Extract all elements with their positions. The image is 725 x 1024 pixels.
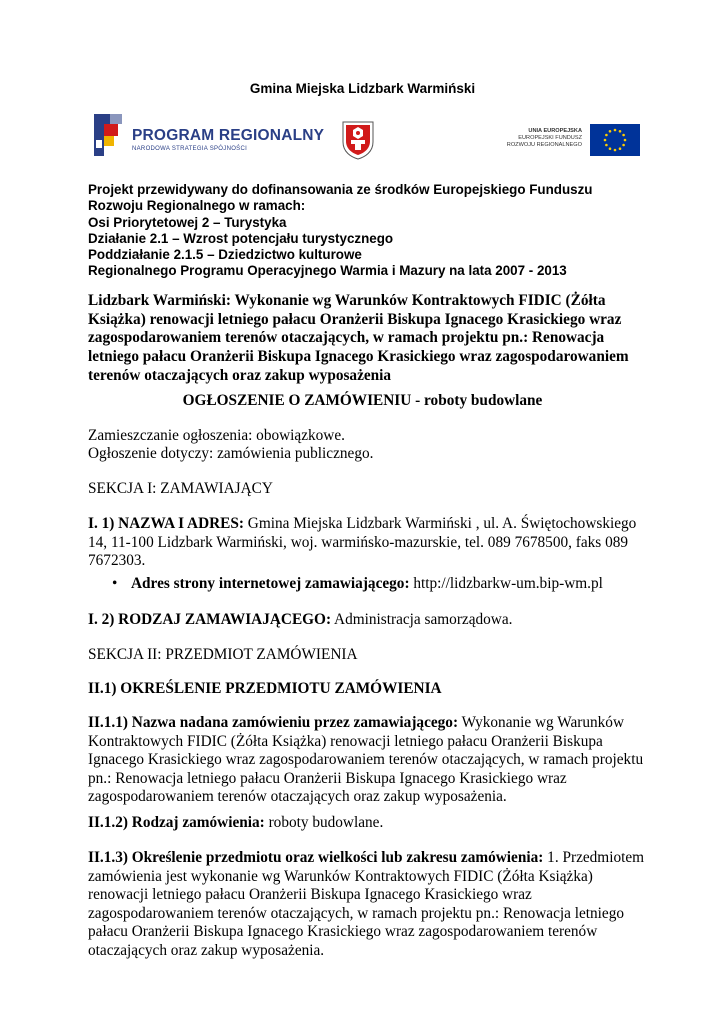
name-address-value: Gmina Miejska Lidzbark Warmiński , ul. A. Świętochowskiego 14, 11-100 Lidzbark Warmiński, woj. warmińsko-mazurskie, tel. 089 7678500, faks 089 7672303.: [88, 515, 637, 569]
project-line: Poddziałanie 2.1.5 – Dziedzictwo kulturowe: [88, 247, 362, 263]
section1-heading: SEKCJA I: ZAMAWIAJĄCY: [88, 480, 273, 497]
website-paragraph: [131, 575, 603, 593]
notice-line-2: Ogłoszenie dotyczy: zamówienia publicznego.: [88, 445, 374, 462]
eu-line-3: ROZWOJU REGIONALNEGO: [506, 142, 582, 148]
order-scope-value: 1. Przedmiotem zamówienia jest wykonanie wg Warunków Kontraktowych FIDIC (Żółta Książka) renowacji letniego pałacu Oranżerii Biskupa Ignacego Krasickiego wraz zagospodarowaniem terenów otaczających, w ramach projektu pn.: Renowacja letniego pałacu Oranżerii Biskupa Ignacego Krasickiego wraz zagospodarowaniem terenów otaczających oraz zakup wyposażenia.: [88, 849, 645, 959]
contracting-type-paragraph: [88, 611, 648, 630]
order-type-value: roboty budowlane.: [264, 814, 384, 831]
order-name-value: Wykonanie wg Warunków Kontraktowych FIDIC (Żółta Książka) renowacji letniego pałacu Oranżerii Biskupa Ignacego Krasickiego wraz zagospodarowaniem terenów otaczających, w ramach projektu pn.: Renowacja letniego pałacu Oranżerii Biskupa Ignacego Krasickiego wraz zagospodarowaniem terenów otaczających oraz zakup wyposażenia.: [88, 714, 644, 805]
bullet-icon: •: [112, 575, 118, 592]
project-line: Osi Priorytetowej 2 – Turystyka: [88, 214, 287, 230]
program-regionalny-mark-icon: [88, 110, 126, 160]
section2-heading: SEKCJA II: PRZEDMIOT ZAMÓWIENIA: [88, 646, 358, 663]
eu-line-2: EUROPEJSKI FUNDUSZ: [518, 135, 582, 141]
section2-subheading-text: II.1) OKREŚLENIE PRZEDMIOTU ZAMÓWIENIA: [88, 680, 442, 697]
name-address-label: I. 1) NAZWA I ADRES:: [88, 515, 244, 532]
project-info-block: [88, 182, 658, 280]
eu-line-1: UNIA EUROPEJSKA: [528, 128, 582, 134]
eu-logo-text: [507, 128, 582, 149]
eu-flag-icon: [590, 124, 640, 156]
program-regionalny-subtitle: NARODOWA STRATEGIA SPÓJNOŚCI: [132, 146, 248, 152]
project-line: Regionalnego Programu Operacyjnego Warmia i Mazury na lata 2007 - 2013: [88, 263, 567, 279]
coat-of-arms-icon: [341, 120, 375, 160]
municipality-header: Gmina Miejska Lidzbark Warmiński: [249, 81, 476, 96]
announcement-title: OGŁOSZENIE O ZAMÓWIENIU - roboty budowlane: [182, 392, 543, 409]
program-regionalny-title: PROGRAM REGIONALNY: [132, 127, 325, 144]
order-scope-label: II.1.3) Określenie przedmiotu oraz wielkości lub zakresu zamówienia:: [88, 849, 544, 866]
order-name-label: II.1.1) Nazwa nadana zamówieniu przez zamawiającego:: [88, 714, 459, 731]
website-label: Adres strony internetowej zamawiającego:: [131, 575, 410, 592]
notice-line-1: Zamieszczanie ogłoszenia: obowiązkowe.: [88, 427, 345, 444]
project-line: Działanie 2.1 – Wzrost potencjału turystycznego: [88, 230, 394, 246]
contracting-type-label: I. 2) RODZAJ ZAMAWIAJĄCEGO:: [88, 611, 332, 628]
main-title: Lidzbark Warmiński: Wykonanie wg Warunków Kontraktowych FIDIC (Żółta Książka) renowacji letniego pałacu Oranżerii Biskupa Ignacego Krasickiego wraz zagospodarowaniem terenów otaczających, w ramach projektu pn.: Renowacja letniego pałacu Oranżerii Biskupa Ignacego Krasickiego wraz zagospodarowaniem terenów otaczających oraz zakup wyposażenia: [88, 292, 629, 384]
program-regionalny-logo: [88, 110, 325, 160]
order-name-paragraph: [88, 714, 648, 807]
section2-subheading: [88, 680, 648, 699]
eu-logo: [506, 124, 640, 156]
project-line: Rozwoju Regionalnego w ramach:: [88, 198, 306, 214]
contracting-type-value: Administracja samorządowa.: [331, 611, 513, 628]
order-type-label: II.1.2) Rodzaj zamówienia:: [88, 814, 265, 831]
name-address-paragraph: [88, 515, 648, 571]
project-line: Projekt przewidywany do dofinansowania ze środków Europejskiego Funduszu: [88, 182, 593, 197]
order-type-paragraph: [88, 814, 648, 833]
order-scope-paragraph: [88, 849, 648, 960]
website-value: http://lidzbarkw-um.bip-wm.pl: [409, 575, 603, 592]
